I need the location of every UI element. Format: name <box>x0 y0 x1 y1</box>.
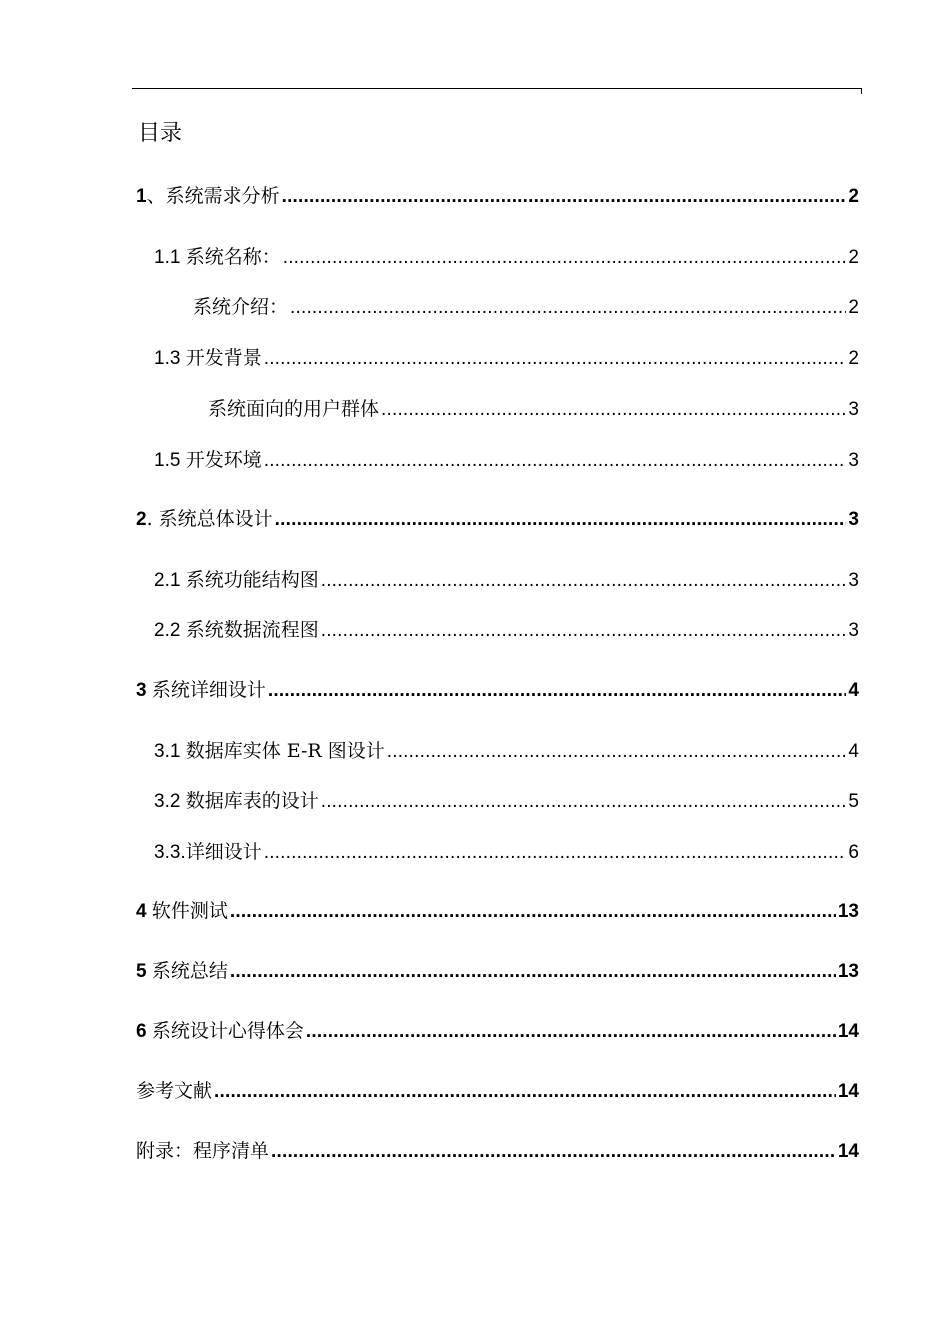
toc-entry-page: 4 <box>848 741 859 762</box>
toc-entry-number: 4 <box>136 901 152 922</box>
toc-entry-user-groups[interactable] <box>208 394 859 424</box>
toc-entry-text: 详细设计 <box>185 841 262 863</box>
toc-leader-dots <box>283 243 847 273</box>
toc-entry-3[interactable] <box>136 675 859 705</box>
toc-leader-dots <box>230 957 836 987</box>
toc-entry-number: 3 <box>136 680 152 701</box>
toc-entry-text: 参考文献 <box>136 1080 213 1102</box>
toc-leader-dots <box>264 344 847 374</box>
toc-title: 目录 <box>138 121 183 146</box>
toc-entry-number: 3.3. <box>154 842 186 863</box>
toc-leader-dots <box>381 395 846 425</box>
toc-entry-page: 13 <box>837 901 859 922</box>
toc-entry-number: 1.5 <box>154 450 186 471</box>
toc-entry-text: 系统功能结构图 <box>185 569 319 591</box>
toc-entry-page: 4 <box>848 680 859 701</box>
toc-entry-references[interactable] <box>136 1076 859 1106</box>
toc-entry-1-1[interactable] <box>154 242 859 272</box>
toc-leader-dots <box>271 1137 836 1167</box>
toc-entry-5[interactable] <box>136 956 859 986</box>
toc-entry-text: . 系统总体设计 <box>146 508 273 530</box>
toc-leader-dots <box>306 1017 836 1047</box>
toc-entry-3-2[interactable] <box>154 786 859 816</box>
toc-entry-number: 2.1 <box>154 570 186 591</box>
toc-entry-number: 3.1 <box>154 741 186 762</box>
toc-entry-1-5[interactable] <box>154 445 859 475</box>
toc-leader-dots <box>282 182 847 212</box>
toc-leader-dots <box>321 616 847 646</box>
toc-entry-text: 系统设计心得体会 <box>151 1020 304 1042</box>
toc-entry-page: 3 <box>848 570 859 591</box>
toc-entry-page: 14 <box>837 1081 859 1102</box>
toc-entry-text: 开发背景 <box>185 347 262 369</box>
toc-leader-dots <box>275 505 847 535</box>
toc-leader-dots <box>214 1077 836 1107</box>
toc-entry-3-1[interactable] <box>154 736 859 766</box>
toc-leader-dots <box>230 897 836 927</box>
toc-entry-text: 系统详细设计 <box>151 679 266 701</box>
toc-entry-text: 数据库实体 E-R 图设计 <box>185 740 385 762</box>
toc-entry-page: 3 <box>848 399 859 420</box>
toc-entry-text: 系统介绍： <box>193 296 289 318</box>
toc-entry-text: 、系统需求分析 <box>146 185 280 207</box>
toc-entry-page: 3 <box>848 450 859 471</box>
toc-entry-number: 3.2 <box>154 791 186 812</box>
header-rule <box>132 88 862 89</box>
toc-entry-1[interactable] <box>136 181 859 211</box>
toc-entry-text: 系统数据流程图 <box>185 619 319 641</box>
toc-entry-text: 附录：程序清单 <box>136 1140 270 1162</box>
toc-entry-page: 2 <box>848 186 859 207</box>
toc-entry-number: 1 <box>136 186 147 207</box>
toc-entry-text: 开发环境 <box>185 449 262 471</box>
toc-entry-page: 3 <box>848 620 859 641</box>
toc-entry-page: 6 <box>848 842 859 863</box>
toc-entry-page: 5 <box>848 791 859 812</box>
toc-entry-2-1[interactable] <box>154 565 859 595</box>
toc-entry-text: 系统面向的用户群体 <box>208 398 380 420</box>
toc-entry-number: 6 <box>136 1021 152 1042</box>
toc-entry-page: 14 <box>837 1021 859 1042</box>
toc-entry-text: 系统名称： <box>185 246 281 268</box>
toc-entry-4[interactable] <box>136 896 859 926</box>
toc-entry-page: 2 <box>848 348 859 369</box>
toc-leader-dots <box>290 293 846 323</box>
toc-leader-dots <box>268 676 847 706</box>
toc-entry-number: 1.3 <box>154 348 186 369</box>
toc-entry-number: 2 <box>136 509 147 530</box>
toc-entry-page: 2 <box>848 297 859 318</box>
toc-entry-number: 1.1 <box>154 247 186 268</box>
toc-entry-text: 数据库表的设计 <box>185 790 319 812</box>
toc-entry-text: 系统总结 <box>151 960 228 982</box>
toc-entry-page: 2 <box>848 247 859 268</box>
toc-entry-page: 3 <box>848 509 859 530</box>
toc-leader-dots <box>264 446 847 476</box>
toc-leader-dots <box>321 787 847 817</box>
toc-entry-2[interactable] <box>136 504 859 534</box>
toc-entry-number: 2.2 <box>154 620 186 641</box>
toc-entry-number: 5 <box>136 961 152 982</box>
toc-entry-text: 软件测试 <box>151 900 228 922</box>
toc-leader-dots <box>264 838 847 868</box>
toc-entry-3-3[interactable] <box>154 837 859 867</box>
toc-entry-system-intro[interactable] <box>193 292 859 322</box>
toc-leader-dots <box>387 737 847 767</box>
toc-entry-page: 13 <box>837 961 859 982</box>
toc-entry-1-3[interactable] <box>154 343 859 373</box>
toc-entry-appendix[interactable] <box>136 1136 859 1166</box>
toc-entry-page: 14 <box>837 1141 859 1162</box>
toc-entry-6[interactable] <box>136 1016 859 1046</box>
toc-entry-2-2[interactable] <box>154 615 859 645</box>
toc-leader-dots <box>321 566 847 596</box>
header-rule-tick <box>861 88 862 94</box>
